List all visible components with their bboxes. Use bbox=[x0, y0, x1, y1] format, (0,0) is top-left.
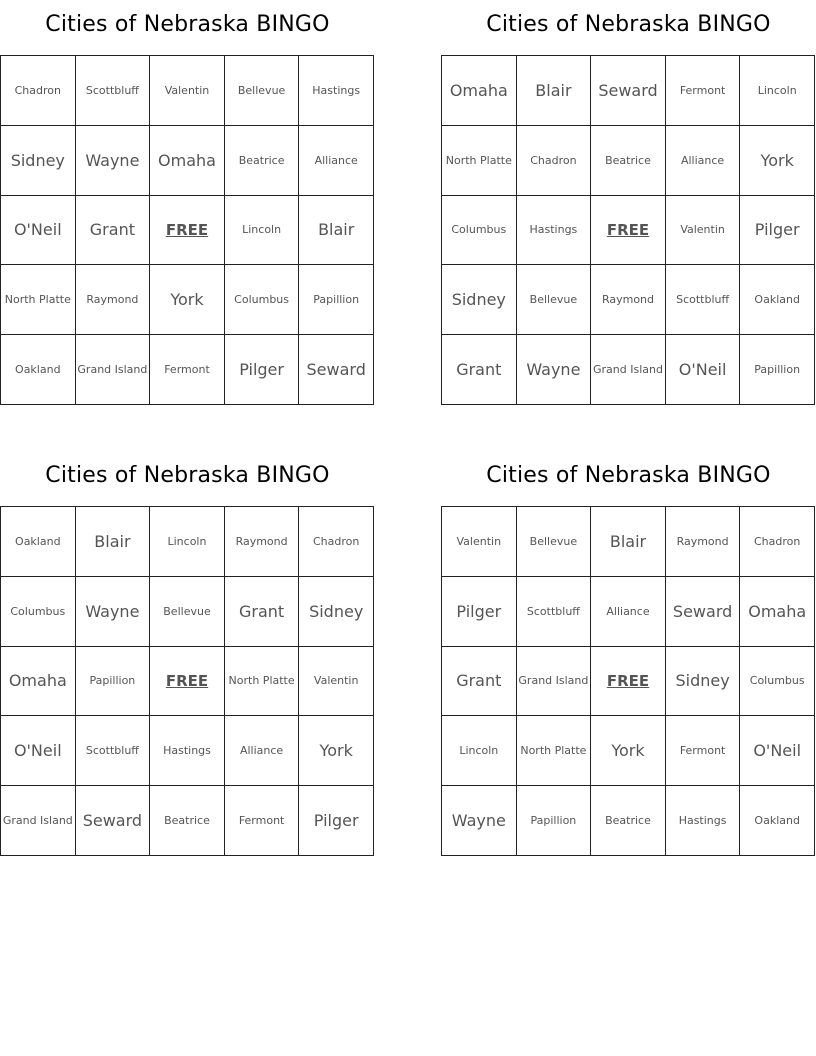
bingo-cell: Grant bbox=[76, 196, 151, 266]
bingo-cell: Grand Island bbox=[517, 647, 592, 717]
bingo-grid bbox=[0, 506, 374, 856]
bingo-cell: Beatrice bbox=[225, 126, 300, 196]
bingo-cell: Columbus bbox=[225, 265, 300, 335]
bingo-cell: Alliance bbox=[666, 126, 741, 196]
bingo-cell: North Platte bbox=[1, 265, 76, 335]
bingo-cell: York bbox=[150, 265, 225, 335]
bingo-cell: Pilger bbox=[740, 196, 815, 266]
bingo-cell: Grant bbox=[442, 647, 517, 717]
bingo-cell: O'Neil bbox=[740, 716, 815, 786]
bingo-cell: Sidney bbox=[666, 647, 741, 717]
bingo-cell: North Platte bbox=[517, 716, 592, 786]
free-space-cell: FREE bbox=[591, 647, 666, 717]
card-title: Cities of Nebraska BINGO bbox=[45, 463, 330, 488]
bingo-cell: Beatrice bbox=[150, 786, 225, 856]
bingo-grid bbox=[441, 55, 815, 405]
bingo-cell: York bbox=[299, 716, 374, 786]
bingo-cell: Beatrice bbox=[591, 786, 666, 856]
bingo-cell: Valentin bbox=[299, 647, 374, 717]
bingo-cell: Lincoln bbox=[225, 196, 300, 266]
bingo-cell: Omaha bbox=[1, 647, 76, 717]
bingo-cell: Wayne bbox=[442, 786, 517, 856]
bingo-cell: Bellevue bbox=[517, 507, 592, 577]
bingo-cell: Seward bbox=[76, 786, 151, 856]
bingo-cell: North Platte bbox=[442, 126, 517, 196]
bingo-cell: Blair bbox=[76, 507, 151, 577]
bingo-cell: Bellevue bbox=[150, 577, 225, 647]
bingo-cell: Bellevue bbox=[225, 56, 300, 126]
bingo-cell: Pilger bbox=[442, 577, 517, 647]
bingo-cell: O'Neil bbox=[1, 196, 76, 266]
bingo-cell: Fermont bbox=[666, 56, 741, 126]
bingo-cell: Seward bbox=[666, 577, 741, 647]
bingo-cell: Fermont bbox=[150, 335, 225, 405]
bingo-cell: Lincoln bbox=[442, 716, 517, 786]
bingo-cell: O'Neil bbox=[666, 335, 741, 405]
bingo-cell: Alliance bbox=[591, 577, 666, 647]
bingo-cell: Fermont bbox=[225, 786, 300, 856]
bingo-cell: Grand Island bbox=[76, 335, 151, 405]
bingo-cell: North Platte bbox=[225, 647, 300, 717]
bingo-cell: Beatrice bbox=[591, 126, 666, 196]
bingo-cell: Blair bbox=[299, 196, 374, 266]
bingo-cell: Fermont bbox=[666, 716, 741, 786]
bingo-cell: Omaha bbox=[442, 56, 517, 126]
bingo-cell: York bbox=[740, 126, 815, 196]
bingo-cell: Scottbluff bbox=[517, 577, 592, 647]
bingo-cell: Papillion bbox=[299, 265, 374, 335]
bingo-grid bbox=[441, 506, 815, 856]
card-title: Cities of Nebraska BINGO bbox=[45, 12, 330, 37]
bingo-cell: Oakland bbox=[740, 265, 815, 335]
bingo-cell: Oakland bbox=[1, 335, 76, 405]
bingo-cell: Sidney bbox=[1, 126, 76, 196]
bingo-cell: Scottbluff bbox=[76, 716, 151, 786]
bingo-cell: Chadron bbox=[740, 507, 815, 577]
bingo-cell: Oakland bbox=[740, 786, 815, 856]
bingo-cell: Blair bbox=[591, 507, 666, 577]
bingo-cell: Hastings bbox=[150, 716, 225, 786]
bingo-cell: Wayne bbox=[76, 126, 151, 196]
bingo-cell: Scottbluff bbox=[76, 56, 151, 126]
bingo-cell: Pilger bbox=[299, 786, 374, 856]
bingo-cell: Blair bbox=[517, 56, 592, 126]
bingo-cell: Grant bbox=[442, 335, 517, 405]
bingo-cell: Sidney bbox=[299, 577, 374, 647]
bingo-cell: Columbus bbox=[1, 577, 76, 647]
bingo-cell: Raymond bbox=[225, 507, 300, 577]
bingo-cell: Valentin bbox=[666, 196, 741, 266]
bingo-cell: Chadron bbox=[299, 507, 374, 577]
bingo-cell: Raymond bbox=[76, 265, 151, 335]
bingo-cell: Scottbluff bbox=[666, 265, 741, 335]
bingo-cell: Seward bbox=[299, 335, 374, 405]
bingo-cell: Valentin bbox=[150, 56, 225, 126]
free-space-cell: FREE bbox=[150, 647, 225, 717]
bingo-cell: Wayne bbox=[76, 577, 151, 647]
bingo-cell: Grant bbox=[225, 577, 300, 647]
bingo-cell: Bellevue bbox=[517, 265, 592, 335]
bingo-cell: Grand Island bbox=[1, 786, 76, 856]
bingo-grid bbox=[0, 55, 374, 405]
card-title: Cities of Nebraska BINGO bbox=[486, 12, 771, 37]
free-space-cell: FREE bbox=[150, 196, 225, 266]
bingo-cell: Alliance bbox=[225, 716, 300, 786]
card-title: Cities of Nebraska BINGO bbox=[486, 463, 771, 488]
bingo-cell: Papillion bbox=[740, 335, 815, 405]
bingo-cell: Hastings bbox=[299, 56, 374, 126]
bingo-cell: Columbus bbox=[442, 196, 517, 266]
bingo-cell: Alliance bbox=[299, 126, 374, 196]
bingo-cell: O'Neil bbox=[1, 716, 76, 786]
bingo-cell: Omaha bbox=[150, 126, 225, 196]
bingo-cell: Grand Island bbox=[591, 335, 666, 405]
bingo-cell: Columbus bbox=[740, 647, 815, 717]
bingo-cell: Hastings bbox=[517, 196, 592, 266]
bingo-cell: Papillion bbox=[517, 786, 592, 856]
bingo-cell: Chadron bbox=[517, 126, 592, 196]
bingo-cell: Seward bbox=[591, 56, 666, 126]
bingo-cell: Papillion bbox=[76, 647, 151, 717]
bingo-cell: Lincoln bbox=[150, 507, 225, 577]
bingo-cell: Valentin bbox=[442, 507, 517, 577]
bingo-cell: Hastings bbox=[666, 786, 741, 856]
bingo-cell: Sidney bbox=[442, 265, 517, 335]
free-space-cell: FREE bbox=[591, 196, 666, 266]
bingo-cell: Lincoln bbox=[740, 56, 815, 126]
bingo-cell: Pilger bbox=[225, 335, 300, 405]
bingo-cell: Wayne bbox=[517, 335, 592, 405]
bingo-cell: Raymond bbox=[666, 507, 741, 577]
bingo-cell: Oakland bbox=[1, 507, 76, 577]
bingo-cell: Raymond bbox=[591, 265, 666, 335]
bingo-cell: York bbox=[591, 716, 666, 786]
bingo-cell: Chadron bbox=[1, 56, 76, 126]
bingo-cell: Omaha bbox=[740, 577, 815, 647]
